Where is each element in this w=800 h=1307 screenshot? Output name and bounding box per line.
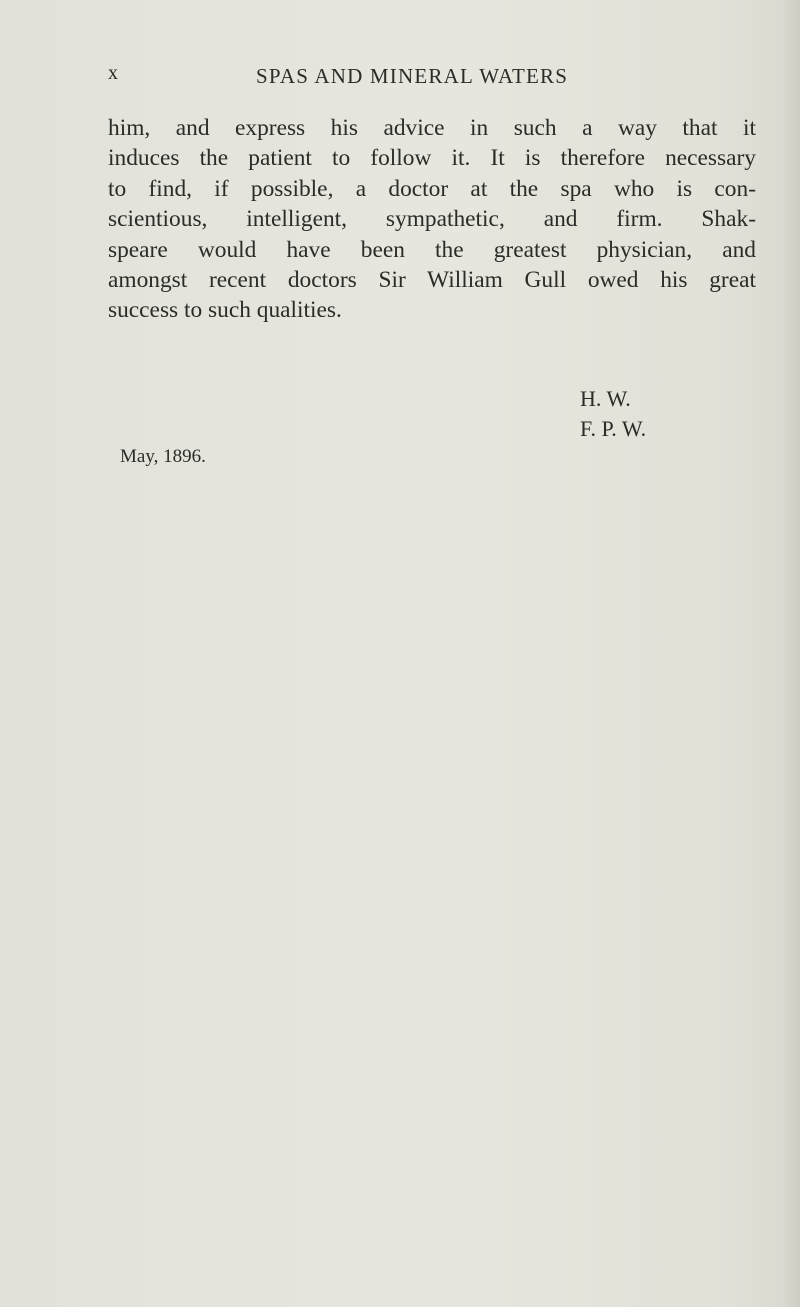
author-initials-second: F. P. W. xyxy=(580,416,647,441)
text-line: speare would have been the greatest physician, and xyxy=(108,236,756,263)
body-paragraph xyxy=(108,113,756,326)
text-line: scientious, intelligent, sympathetic, and firm. Shak- xyxy=(108,206,756,233)
dateline: May, 1896. xyxy=(120,446,206,467)
page-edge-shadow xyxy=(782,0,800,1307)
text-line: to find, if possible, a doctor at the spa who is con- xyxy=(108,175,756,202)
running-head: SPAS AND MINERAL WATERS xyxy=(256,64,569,88)
author-initials-first: H. W. xyxy=(580,386,631,411)
text-line: amongst recent doctors Sir William Gull owed his great xyxy=(108,267,756,294)
page-header xyxy=(108,62,668,94)
text-line: success to such qualities. xyxy=(108,297,342,324)
author-signature xyxy=(580,384,646,444)
text-line: induces the patient to follow it. It is therefore necessary xyxy=(108,145,756,172)
page-number: x xyxy=(108,62,119,84)
text-line: him, and express his advice in such a way that it xyxy=(108,115,756,141)
